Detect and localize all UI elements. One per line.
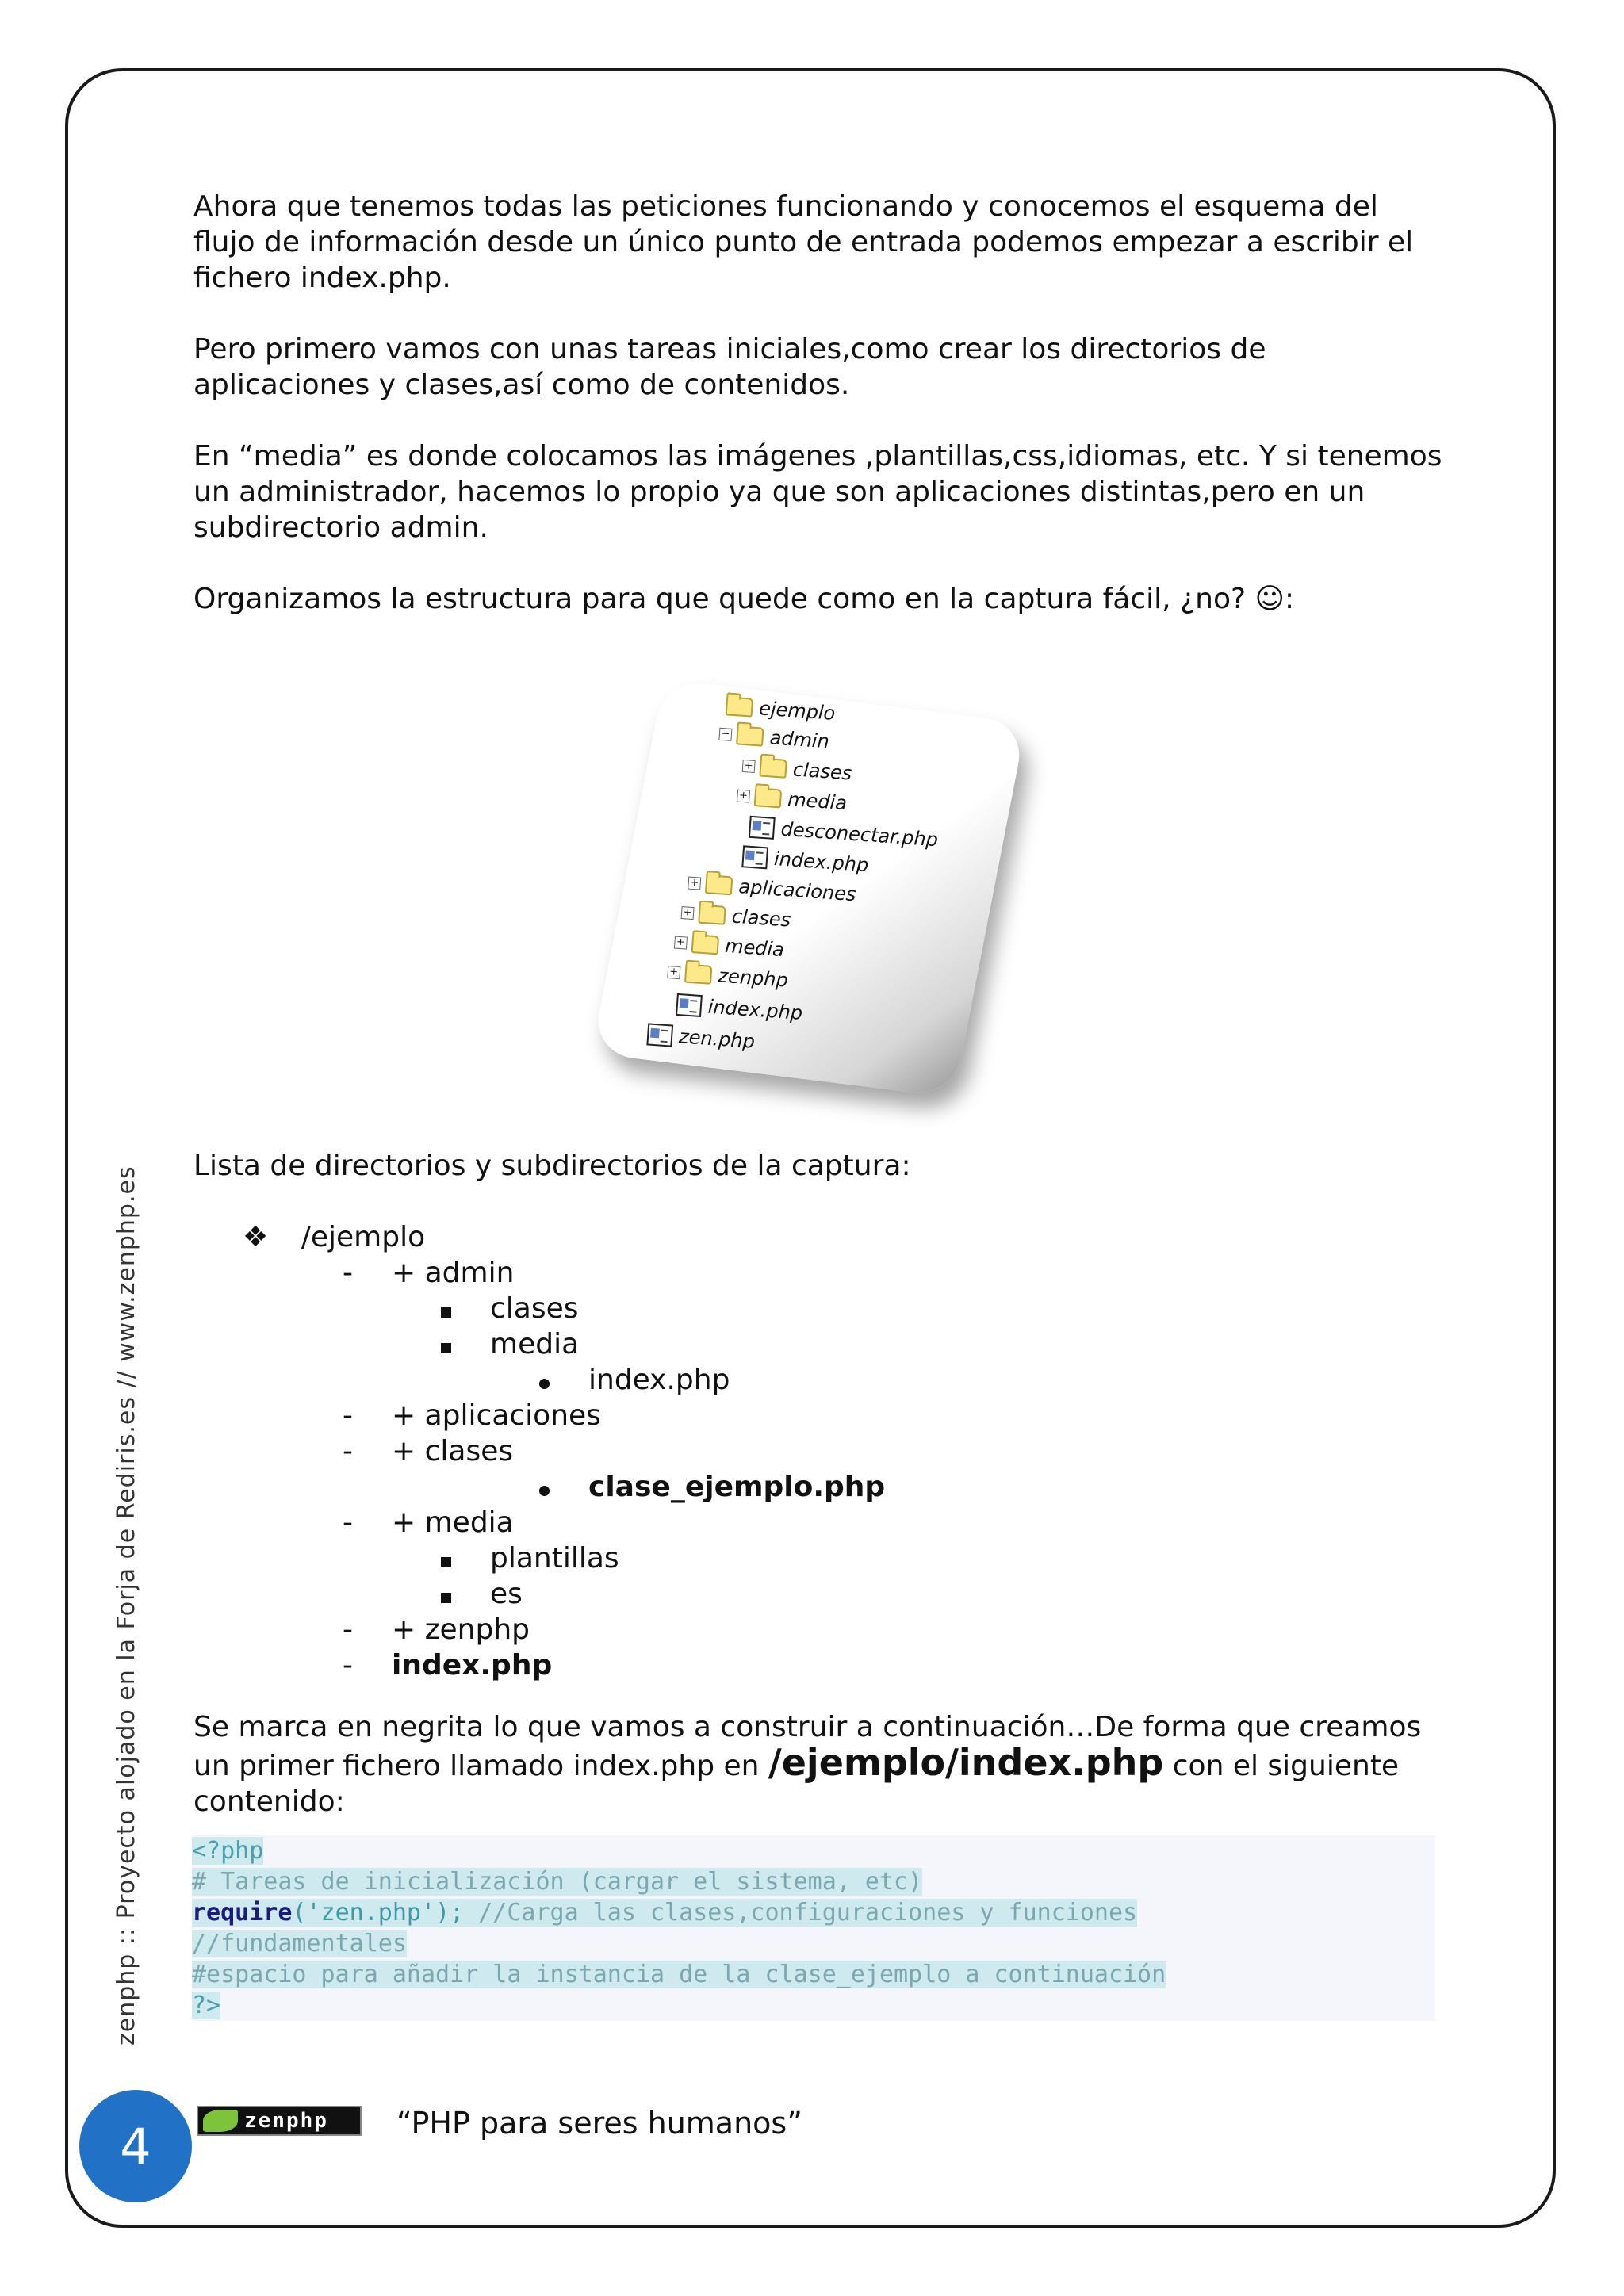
tree-node: − admin [718,720,830,756]
folder-icon [759,757,787,778]
list-item: - + aplicaciones [343,1399,601,1432]
list-item: - + media [343,1506,514,1539]
php-file-icon [646,1023,673,1047]
code-line: # Tareas de inicialización (cargar el sistema, etc) [192,1868,923,1896]
code-line: ?> [192,1992,221,2019]
side-credit-text: zenphp :: Proyecto alojado en la Forja de Rediris.es // www.zenphp.es [113,1165,140,2045]
folder-icon [684,964,713,985]
list-item: - index.php [343,1649,553,1682]
square-bullet-icon [441,1343,451,1353]
tagline: “PHP para seres humanos” [396,2106,802,2141]
list-item: clase_ejemplo.php [539,1469,550,1505]
expand-icon: + [742,760,756,773]
list-item: - + admin [343,1257,515,1289]
explorer-tree [628,687,986,1081]
paragraph-bold-note: Se marca en negrita lo que vamos a construir a continuación…De forma que creamos un primer fichero llamado index.php en /ejemplo/index.php con el siguiente contenido: [193,1711,1422,1818]
folder-icon [691,934,720,955]
tree-node: index.php [741,842,870,879]
paragraph-intro: Ahora que tenemos todas las peticiones funcionando y conocemos el esquema del flujo de información desde un único punto de entrada podemos empezar a escribir el fichero index.php. [193,190,1414,294]
tree-node: + media [736,782,848,818]
tree-node: + zenphp [667,958,789,995]
tree-node: + clases [741,752,853,788]
tree-node: zen.php [646,1020,756,1055]
php-file-icon [676,993,703,1017]
list-item: ❖ /ejemplo [243,1221,426,1253]
code-line: //fundamentales [192,1930,407,1957]
folder-icon [698,905,726,925]
square-bullet-icon [441,1593,451,1603]
folder-icon [705,874,733,895]
list-item: - + clases [343,1435,514,1468]
path-highlight: /ejemplo/index.php [768,1741,1164,1784]
expand-icon: + [674,936,688,950]
logo-text: zenphp [244,2109,328,2133]
code-line: #espacio para añadir la instancia de la clase_ejemplo a continuación [192,1961,1166,1988]
code-line: require('zen.php'); //Carga las clases,configuraciones y funciones [192,1899,1138,1927]
expand-icon: + [681,906,695,920]
zenphp-logo [197,2106,362,2136]
page-number-badge: 4 [79,2090,192,2202]
paragraph-list-heading: Lista de directorios y subdirectorios de la captura: [193,1150,911,1182]
folder-icon [736,725,764,746]
paragraph-tasks: Pero primero vamos con unas tareas iniciales,como crear los directorios de aplicaciones y clases,así como de contenidos. [193,333,1266,401]
square-bullet-icon [441,1557,451,1567]
php-file-icon [741,845,768,869]
php-file-icon [749,816,776,840]
list-item: index.php [539,1362,550,1398]
folder-icon [754,787,783,808]
leaf-icon [203,2110,238,2132]
expand-icon: + [688,877,701,890]
tree-node: index.php [676,990,804,1027]
code-line: <?php [192,1837,264,1865]
tree-node: + media [673,928,785,965]
dot-bullet-icon [539,1486,550,1496]
tree-node: + clases [680,898,792,935]
tree-node: + aplicaciones [687,869,856,909]
tree-node: desconectar.php [749,813,940,855]
diamond-bullet-icon: ❖ [243,1221,269,1253]
code-block [192,1835,1435,2021]
list-item: - + zenphp [343,1613,530,1646]
list-item: es [441,1576,451,1612]
dot-bullet-icon [539,1379,550,1389]
list-item: clases [441,1291,451,1326]
collapse-icon: − [718,728,732,741]
tree-node: ejemplo [725,691,836,728]
expand-icon: + [667,966,680,979]
list-item: media [441,1326,451,1362]
square-bullet-icon [441,1307,451,1318]
paragraph-media: En “media” es donde colocamos las imágenes ,plantillas,css,idiomas, etc. Y si tenemos un administrador, hacemos lo propio ya que son aplicaciones distintas,pero en un subdirectorio admin. [193,440,1442,544]
expand-icon: + [737,790,750,803]
list-item: plantillas [441,1540,451,1576]
paragraph-structure: Organizamos la estructura para que quede como en la captura fácil, ¿no? ☺: [193,583,1295,615]
folder-icon [726,696,754,717]
